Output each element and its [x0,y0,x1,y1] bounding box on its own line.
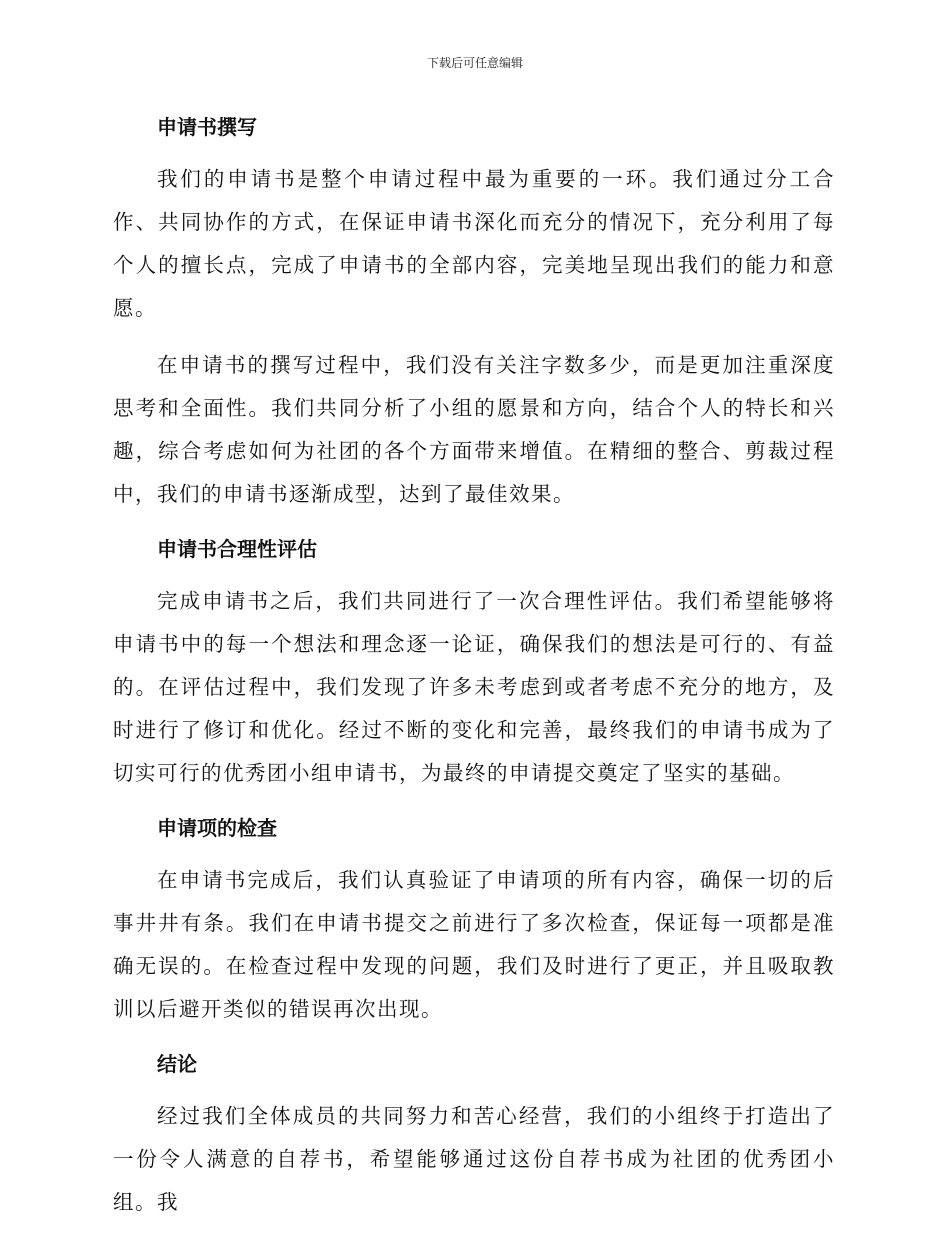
section-heading: 结论 [157,1052,197,1076]
section-heading: 申请书合理性评估 [157,537,317,561]
section-heading: 申请项的检查 [157,816,277,840]
page-header-note: 下载后可任意编辑 [426,56,523,70]
paragraph: 在申请书完成后，我们认真验证了申请项的所有内容，确保一切的后事井井有条。我们在申请书提交之前进行了多次检查，保证每一项都是准确无误的。在检查过程中发现的问题，我们及时进行了更正，并且吸取教训以后避开类似的错误再次出现。 [113,868,835,1021]
section-rationality-assessment [113,530,835,795]
section-item-check [113,809,835,1031]
paragraph: 在申请书的撰写过程中，我们没有关注字数多少，而是更加注重深度思考和全面性。我们共同分析了小组的愿景和方向，结合个人的特长和兴趣，综合考虑如何为社团的各个方面带来增值。在精细的整合、剪裁过程中，我们的申请书逐渐成型，达到了最佳效果。 [113,353,835,506]
paragraph: 完成申请书之后，我们共同进行了一次合理性评估。我们希望能够将申请书中的每一个想法和理念逐一论证，确保我们的想法是可行的、有益的。在评估过程中，我们发现了许多未考虑到或者考虑不充分的地方，及时进行了修订和优化。经过不断的变化和完善，最终我们的申请书成为了切实可行的优秀团小组申请书，为最终的申请提交奠定了坚实的基础。 [113,589,835,785]
section-conclusion [113,1045,835,1224]
paragraph: 经过我们全体成员的共同努力和苦心经营，我们的小组终于打造出了一份令人满意的自荐书，希望能够通过这份自荐书成为社团的优秀团小组。我 [113,1104,835,1214]
paragraph: 我们的申请书是整个申请过程中最为重要的一环。我们通过分工合作、共同协作的方式，在保证申请书深化而充分的情况下，充分利用了每个人的擅长点，完成了申请书的全部内容，完美地呈现出我们的能力和意愿。 [113,167,835,320]
section-heading: 申请书撰写 [157,115,257,139]
section-application-writing [113,108,835,516]
document-body [113,108,835,1238]
